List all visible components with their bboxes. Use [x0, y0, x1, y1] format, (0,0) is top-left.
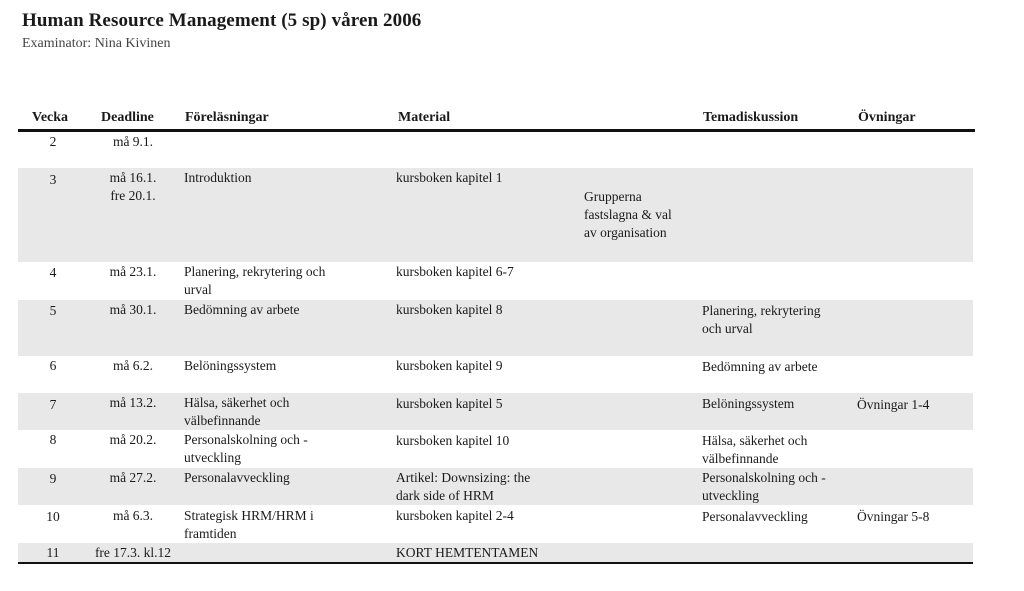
cell-theme: Personalskolning och - utveckling [702, 470, 826, 503]
cell-material: kursboken kapitel 9 [396, 358, 503, 373]
cell-lecture: Personalskolning och - utveckling [184, 432, 308, 465]
cell-theme: Planering, rekrytering och urval [702, 303, 821, 336]
header-week: Vecka [32, 110, 69, 125]
cell-material: kursboken kapitel 5 [396, 396, 503, 411]
cell-material: kursboken kapitel 10 [396, 433, 510, 448]
cell-material: kursboken kapitel 6-7 [396, 264, 514, 279]
cell-deadline: må 20.2. [109, 432, 157, 447]
cell-lecture: Belöningssystem [184, 358, 277, 373]
cell-deadline: må 27.2. [109, 470, 157, 485]
cell-deadline: må 23.1. [109, 264, 157, 279]
header-rule [18, 129, 975, 132]
cell-lecture: Hälsa, säkerhet och välbefinnande [184, 395, 290, 428]
header-exercises: Övningar [858, 110, 916, 125]
table-row [18, 133, 973, 167]
cell-exercise: Övningar 5-8 [857, 509, 930, 524]
cell-week: 8 [49, 432, 57, 447]
cell-deadline: fre 17.3. kl.12 [94, 545, 172, 560]
table-row [18, 543, 973, 562]
table-row [18, 430, 973, 468]
header-theme: Temadiskussion [703, 110, 799, 125]
cell-group-note: Grupperna fastslagna & val av organisation [584, 189, 672, 240]
cell-deadline: må 6.2. [112, 358, 154, 373]
table-row [18, 300, 973, 356]
header-deadline: Deadline [101, 110, 154, 125]
cell-theme: Hälsa, säkerhet och välbefinnande [702, 433, 808, 466]
table-row [18, 468, 973, 505]
cell-deadline: må 13.2. [109, 395, 157, 410]
header-material: Material [398, 110, 451, 125]
cell-deadline: må 6.3. [112, 508, 154, 523]
cell-theme: Belöningssystem [702, 396, 795, 411]
cell-material: KORT HEMTENTAMEN [396, 545, 539, 560]
cell-week: 2 [49, 134, 57, 149]
header-lectures: Föreläsningar [185, 110, 269, 125]
cell-deadline: må 9.1. [112, 134, 154, 149]
cell-deadline: må 16.1. fre 20.1. [109, 170, 157, 203]
table-row [18, 505, 973, 543]
cell-material: kursboken kapitel 8 [396, 302, 503, 317]
table-bottom-rule [18, 562, 973, 564]
cell-week: 6 [49, 358, 57, 373]
cell-week: 10 [46, 509, 60, 524]
table-row [18, 263, 973, 300]
cell-material: Artikel: Downsizing: the dark side of HRM [396, 470, 531, 503]
cell-week: 4 [49, 265, 57, 280]
cell-week: 7 [49, 397, 57, 412]
cell-week: 9 [49, 471, 57, 486]
cell-lecture: Introduktion [184, 170, 252, 185]
table-row [18, 393, 973, 430]
cell-lecture: Strategisk HRM/HRM i framtiden [184, 508, 314, 541]
table-row [18, 356, 973, 393]
cell-week: 3 [49, 172, 57, 187]
cell-lecture: Planering, rekrytering och urval [184, 264, 326, 297]
cell-theme: Personalavveckling [702, 509, 808, 524]
cell-deadline: må 30.1. [109, 302, 157, 317]
document-title: Human Resource Management (5 sp) våren 2006 [22, 10, 422, 31]
cell-material: kursboken kapitel 2-4 [396, 508, 514, 523]
cell-lecture: Personalavveckling [184, 470, 290, 485]
examiner-line: Examinator: Nina Kivinen [22, 36, 171, 51]
cell-theme: Bedömning av arbete [702, 359, 818, 374]
cell-exercise: Övningar 1-4 [857, 397, 930, 412]
cell-lecture: Bedömning av arbete [184, 302, 300, 317]
cell-week: 11 [46, 545, 60, 560]
cell-week: 5 [49, 303, 57, 318]
cell-material: kursboken kapitel 1 [396, 170, 503, 185]
table-row [18, 168, 973, 262]
